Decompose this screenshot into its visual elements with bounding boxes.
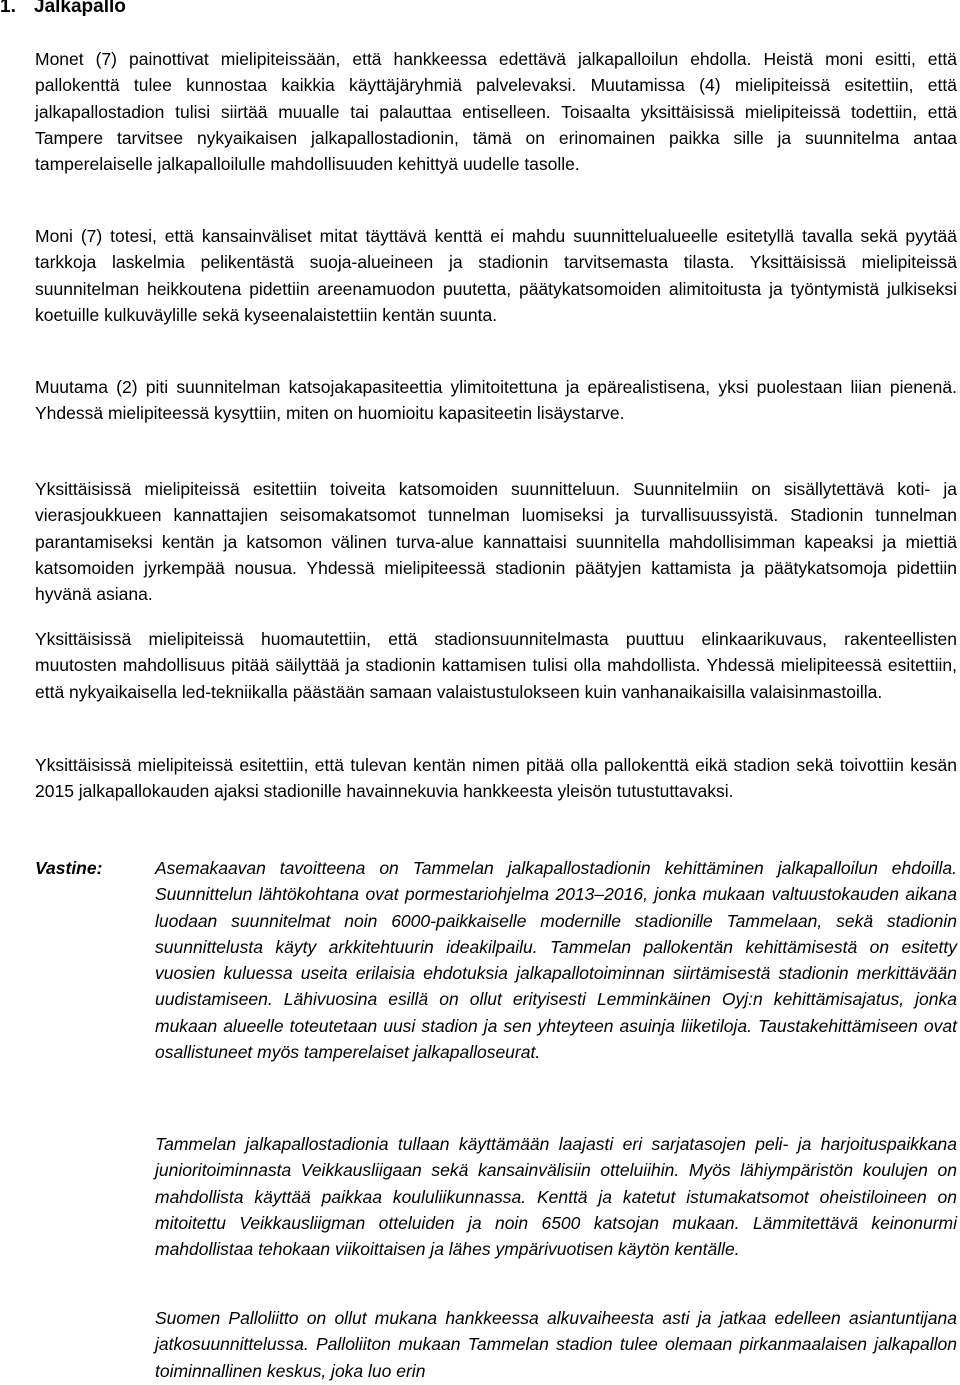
paragraph-capacity: Muutama (2) piti suunnitelman katsojakapasiteettia ylimitoitettuna ja epärealistisena, yksi puolestaan liian pienenä. Yhdessä mielipiteessä kysyttiin, miten on huomioitu kapasiteetin lisäystarve. (35, 377, 957, 424)
response-paragraph-usage: Tammelan jalkapallostadionia tullaan käyttämään laajasti eri sarjatasojen peli- ja harjoituspaikkana junioritoiminnasta Veikkausliigaan sekä kansainvälisiin otteluiihin. Myös lähiympäristön koulujen on mahdollista käyttää paikkaa koululiikunnassa. Kenttä ja katetut istumakatsomot oheistiloineen on mitoitettu Veikkausliigman otteluiden ja noin 6500 katsojan mukaan. Lämmitettävä keinonurmi mahdollistaa tehokaan viikoittaisen ja lähes ympärivuotisen käytön kentälle. (155, 1134, 957, 1260)
section-heading (0, 0, 126, 20)
paragraph-naming-visualization: Yksittäisissä mielipiteissä esitettiin, että tulevan kentän nimen pitää olla pallokenttä eikä stadion sekä toivottiin kesän 2015 jalkapallokauden ajaksi stadionille havainnekuvia hankkeesta yleisön tutustuttavaksi. (35, 755, 957, 802)
response-paragraph-goals: Asemakaavan tavoitteena on Tammelan jalkapallostadionin kehittäminen jalkapalloilun ehdoilla. Suunnittelun lähtökohtana ovat pormestariohjelma 2013–2016, jonka mukaan valtuustokauden aikana luodaan suunnitelmat noin 6000-paikkaiselle modernille stadionille Tammelaan, sekä stadionin suunnittelusta käyty arkkitehtuurin ideakilpailu. Tammelan pallokentän kehittämisestä on esitetty vuosien kuluessa useita erilaisia ehdotuksia jalkapallotoiminnan siirtämisestä stadionin merkittävään uudistamiseen. Lähivuosina esillä on ollut erityisesti Lemminkäinen Oyj:n kehittämisajatus, jonka mukaan alueelle toteutetaan uusi stadion ja sen yhteyteen asuinja liiketiloja. Taustakehittämiseen ovat osallistuneet myös tamperelaiset jalkapalloseurat. (155, 858, 957, 1063)
section-title: Jalkapallo (34, 0, 126, 17)
paragraph-feedback-priority: Monet (7) painottivat mielipiteissään, että hankkeessa edettävä jalkapalloilun ehdolla. Heistä moni esitti, että pallokenttä tulee kunnostaa kaikkia käyttäjäryhmiä palvelevaksi. Muutamissa (4) mielipiteissä esitettiin, että jalkapallostadion tulisi siirtää muualle tai palauttaa entiselleen. Toisaalta yksittäisissä mielipiteissä todettiin, että Tampere tarvitsee nykyaikaisen jalkapallostadionin, tämä on erinomainen paikka sille ja suunnitelma antaa tamperelaiselle jalkapalloilulle mahdollisuuden kehittyä uudelle tasolle. (35, 49, 957, 175)
section-number: 1. (0, 0, 16, 17)
paragraph-lifecycle-lighting: Yksittäisissä mielipiteissä huomautettiin, että stadionsuunnitelmasta puuttuu elinkaarikuvaus, rakenteellisten muutosten mahdollisuus pitää säilyttää ja stadionin kattamisen tulisi olla mahdollista. Yhdessä mielipiteessä esitettiin, että nykyaikaisella led-tekniikalla päästään samaan valaistustulokseen kuin vanhanaikaisilla valaisinmastoilla. (35, 629, 957, 702)
response-paragraph-palloliitto: Suomen Palloliitto on ollut mukana hankkeessa alkuvaiheesta asti ja jatkaa edelleen asiantuntijana jatkosuunnittelussa. Palloliiton mukaan Tammelan stadion tulee olemaan pirkanmaalaisen jalkapallon toiminnallinen keskus, joka luo erin (155, 1308, 957, 1381)
paragraph-field-dimensions: Moni (7) totesi, että kansainväliset mitat täyttävä kenttä ei mahdu suunnittelualueelle esitetyllä tavalla sekä pyytää tarkkoja laskelmia pelikentästä suoja-alueineen ja stadionin tarvitsemasta tilasta. Yksittäisissä mielipiteissä suunnitelman heikkoutena pidettiin areenamuodon puutetta, päätykatsomoiden alimitoitusta ja työntymistä julkiseksi koetuille kulkuväylille sekä kyseenalaistettiin kentän suunta. (35, 226, 957, 325)
response-label: Vastine: (35, 858, 103, 878)
paragraph-stands-design: Yksittäisissä mielipiteissä esitettiin toiveita katsomoiden suunnitteluun. Suunnitelmiin on sisällytettävä koti- ja vierasjoukkueen kannattajien seisomakatsomot tunnelman luomiseksi ja turvallisuussyistä. Stadionin tunnelman parantamiseksi kentän ja katsomon välinen turva-alue kannattaisi suunnitella mahdollisimman kapeaksi ja miettiä katsomoiden jyrkempää nousua. Yhdessä mielipiteessä stadionin päätyjen kattamista ja päätykatsomoja pidettiin hyvänä asiana. (35, 479, 957, 605)
